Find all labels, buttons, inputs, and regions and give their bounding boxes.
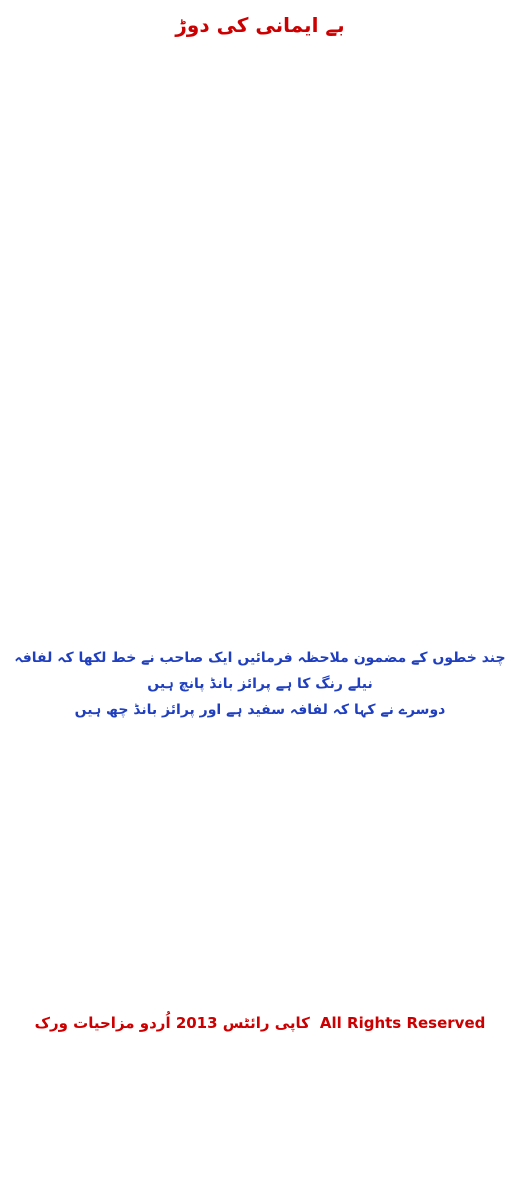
article-paragraph bbox=[10, 1091, 510, 1141]
article-paragraph bbox=[10, 176, 510, 276]
page-footer bbox=[0, 1008, 520, 1038]
article-paragraph bbox=[10, 895, 510, 945]
subheading-line: دوسرے نے کہا کہ لفافہ سفید ہے اور پرائز بانڈ چھ ہیں bbox=[74, 702, 446, 718]
subheading-line: چند خطوں کے مضمون ملاحظہ فرمائیں ایک صاحب نے خط لکھا کہ لفافہ نیلے رنگ کا ہے پرائز بانڈ پانچ ہیں bbox=[14, 650, 506, 692]
copyright-notice: کاپی رائٹس 2013 اُردو مزاحیات ورک bbox=[34, 1014, 310, 1032]
article-paragraph bbox=[10, 731, 510, 831]
rights-notice: All Rights Reserved bbox=[319, 1014, 486, 1032]
article-paragraph bbox=[10, 365, 510, 490]
article-title: بے ایمانی کی دوڑ bbox=[175, 13, 345, 37]
article-subheading bbox=[10, 645, 510, 723]
article-paragraph bbox=[10, 44, 510, 169]
article-paragraph bbox=[10, 554, 510, 579]
article-paragraph bbox=[10, 838, 510, 888]
article-paragraph bbox=[10, 1148, 510, 1198]
article-paragraph bbox=[10, 283, 510, 358]
article-paragraph bbox=[10, 586, 510, 606]
article-paragraph bbox=[10, 1034, 510, 1084]
article-paragraph bbox=[10, 613, 510, 638]
article-paragraph bbox=[10, 497, 510, 547]
